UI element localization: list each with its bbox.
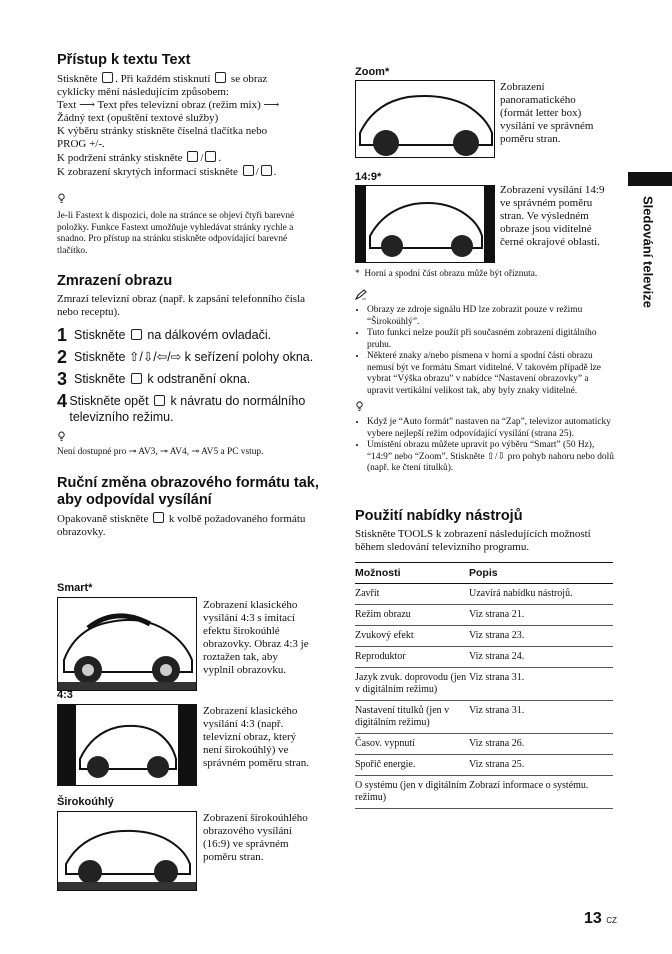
- car-image: [356, 81, 494, 157]
- note-pencil-icon: [355, 289, 367, 300]
- reveal-button-icon: [243, 165, 254, 176]
- note-item: • Tuto funkci nelze použít při současném zobrazení digitálního pruhu.: [367, 328, 615, 351]
- mode-desc-14-9: Zobrazení vysílání 14:9 ve správném poměru stran. Ve výsledném obraze jsou viditelné černé okrajové oblasti.: [500, 184, 605, 248]
- tools-title: Použití nabídky nástrojů: [355, 508, 523, 524]
- table-row: Zavřít Uzavírá nabídku nástrojů.: [355, 584, 613, 605]
- table-row: Časov. vypnutí Viz strana 26.: [355, 734, 613, 755]
- freeze-step-3: 3 Stiskněte k odstranění okna.: [57, 369, 251, 389]
- page-number: 13 CZ: [584, 910, 617, 927]
- car-image: [58, 812, 196, 890]
- arrow-right-icon: ⟶: [263, 99, 280, 111]
- freeze-step-4: 4 Stiskněte opět k návratu do normálního televizního režimu.: [57, 391, 306, 424]
- freeze-tip: Není dostupné pro ⊸ AV3, ⊸ AV4, ⊸ AV5 a PC vstup.: [57, 447, 264, 457]
- side-tab-label: Sledování televize: [640, 196, 656, 308]
- footnote: * Horní a spodní část obrazu může být oříznuta.: [355, 269, 538, 279]
- tip-item: • Když je “Auto formát” nastaven na “Zap”, televizor automaticky vybere nejlepší režim odpovídající vysílání (strana 25).: [367, 417, 615, 440]
- mode-image-4-3: [57, 704, 197, 786]
- text-button-icon: [102, 72, 113, 83]
- mode-label-14-9: 14:9*: [355, 171, 382, 183]
- mode-label-smart: Smart*: [57, 582, 93, 594]
- freeze-button-icon: [154, 395, 165, 406]
- mode-desc-zoom: Zobrazení panoramatického (formát letter box) vysílání ve správném poměru stran.: [500, 81, 594, 145]
- hold-button-icon: [187, 151, 198, 162]
- text-button-icon: [215, 72, 226, 83]
- freeze-steps: [57, 327, 319, 425]
- tools-intro: Stiskněte TOOLS k zobrazení následujících možností během sledování televizního programu.: [355, 528, 591, 553]
- table-row: Reproduktor Viz strana 24.: [355, 647, 613, 668]
- tip-lightbulb-icon: [355, 401, 364, 412]
- tools-table: [355, 562, 613, 809]
- car-image: [58, 705, 196, 785]
- mode-image-smart: [57, 597, 197, 691]
- freeze-intro: Zmrazí televizní obraz (např. k zapsání telefonního čísla nebo receptu).: [57, 293, 306, 318]
- input-icon: ⊸: [191, 447, 200, 457]
- tip-lightbulb-icon: [57, 431, 66, 442]
- mode-image-zoom: [355, 80, 495, 158]
- car-image: [356, 186, 494, 262]
- mode-label-wide: Širokoúhlý: [57, 796, 114, 808]
- tools-section: [355, 508, 615, 809]
- format-title: Ruční změna obrazového formátu tak, aby odpovídal vysílání: [57, 474, 319, 508]
- freeze-button-icon: [131, 329, 142, 340]
- tip-item: • Umístění obrazu můžete upravit po výběru “Smart” (50 Hz), “14:9” nebo “Zoom”. Stiskněte ⇧/⇩ pro pohyb nahoru nebo dolů (např. ke čtení titulků).: [367, 440, 615, 475]
- notes-list: [355, 305, 615, 397]
- teletext-title: Přístup k textu Text: [57, 52, 191, 68]
- table-header: Popis: [469, 563, 613, 584]
- mode-label-4-3: 4:3: [57, 689, 73, 701]
- table-row: Jazyk zvuk. doprovodu (jen v digitálním režimu) Viz strana 31.: [355, 668, 613, 701]
- table-header: Možnosti: [355, 563, 469, 584]
- table-row: Režim obrazu Viz strana 21.: [355, 605, 613, 626]
- format-intro: Opakovaně stiskněte k volbě požadovaného formátu obrazovky.: [57, 512, 306, 538]
- mode-desc-smart: Zobrazení klasického vysílání 4:3 s imitací efektu širokoúhlé obrazovky. Obraz 4:3 je roztažen tak, aby vyplnil obrazovku.: [203, 599, 309, 676]
- side-tab-bar: [628, 172, 672, 186]
- teletext-tip: Je-li Fastext k dispozici, dole na stránce se objeví čtyři barevné položky. Funkce Fastext umožňuje vyhledávat stránky rychle a snadno. Pro přístup na stránku stiskněte odpovídající barevné tlačítko.: [57, 211, 295, 256]
- note-item: • Obrazy ze zdroje signálu HD lze zobrazit pouze v režimu “Širokoúhlý”.: [367, 305, 615, 328]
- car-image: [58, 598, 196, 690]
- mode-image-14-9: [355, 185, 495, 263]
- notes-section: [355, 287, 615, 475]
- table-row: Spořič energie. Viz strana 25.: [355, 755, 613, 776]
- note-item: • Některé znaky a/nebo písmena v horní a spodní části obrazu nemusí být ve formátu Smart viditelné. V takovém případě lze vybrat “Výška obrazu” v nabídce “Nastavení obrazovky” a upravit vertikální velikost tak, aby byly znaky viditelné.: [367, 351, 615, 397]
- tips-list: [355, 417, 615, 475]
- table-row: O systému (jen v digitálním režimu) Zobrazí informace o systému.: [355, 776, 613, 809]
- reveal-button-icon: [261, 165, 272, 176]
- arrow-right-icon: ⟶: [79, 99, 95, 111]
- table-row: Nastavení titulků (jen v digitálním režimu) Viz strana 31.: [355, 701, 613, 734]
- tip-lightbulb-icon: [57, 193, 66, 204]
- freeze-step-2: 2 Stiskněte ⇧/⇩/⇦/⇨ k seřízení polohy okna.: [57, 347, 314, 367]
- mode-desc-4-3: Zobrazení klasického vysílání 4:3 (např. televizní obraz, který není širokoúhlý) ve správném poměru stran.: [203, 705, 309, 769]
- freeze-title: Zmrazení obrazu: [57, 273, 173, 289]
- mode-label-zoom: Zoom*: [355, 66, 390, 78]
- input-icon: ⊸: [160, 447, 168, 457]
- teletext-body: Stiskněte . Při každém stisknutí se obraz cyklicky mění následujícím způsobem: Text ⟶ Text přes televizní obraz (režim mix) ⟶ Žádný text (opuštění textové služby) K výběru stránky stiskněte číselná tlačítka nebo PROG +/-. K podržení stránky stiskněte / . K zobrazení skrytých informací stiskněte / .: [57, 73, 280, 178]
- mode-image-wide: [57, 811, 197, 891]
- input-icon: ⊸: [128, 447, 137, 457]
- wide-button-icon: [153, 512, 164, 523]
- hold-button-icon: [205, 151, 216, 162]
- table-row: Zvukový efekt Viz strana 23.: [355, 626, 613, 647]
- freeze-button-icon: [131, 373, 142, 384]
- mode-desc-wide: Zobrazení širokoúhlého obrazového vysílání (16:9) ve správném poměru stran.: [203, 812, 308, 863]
- left-column: [57, 52, 319, 539]
- freeze-step-1: 1 Stiskněte na dálkovém ovladači.: [57, 325, 272, 345]
- table-header-row: [355, 563, 613, 584]
